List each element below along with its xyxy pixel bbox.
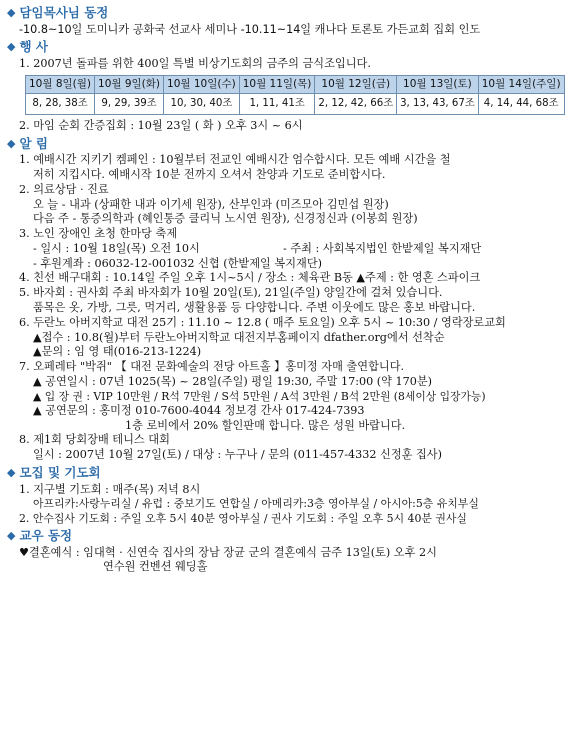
prayer-1-locations: 아프리카:사랑누리실 / 유럽 : 중보기도 연합실 / 아메리카:3층 영아부실 / 아시아:5층 유치부실 [33, 497, 479, 511]
table-header-cell: 10월 8일(월) [26, 75, 95, 94]
notice-2-next-week: 다음 주 - 통증의학과 (혜인통증 클리닉 노시연 원장), 신경정신과 (이봉희 원장) [33, 212, 418, 226]
notice-3-title: 3. 노인 장애인 초청 한마당 축제 [19, 227, 178, 241]
section-title: 모집 및 기도회 [19, 465, 101, 481]
wedding-line-2: 연수원 컨벤션 웨딩홀 [103, 560, 208, 574]
table-cell: 1, 11, 41조 [239, 94, 315, 114]
table-header-row [26, 75, 565, 94]
section-title: 행 사 [19, 39, 48, 55]
table-header-cell: 10월 14일(주일) [478, 75, 564, 94]
section-title: 교우 동정 [19, 528, 73, 544]
notice-3-host: - 주최 : 사회복지법인 한밭제일 복지재단 [283, 241, 482, 255]
prayer-1-title: 1. 지구별 기도회 : 매주(목) 저녁 8시 [19, 482, 201, 496]
diamond-bullet-icon: ◆ [7, 40, 16, 54]
notice-7-tickets: ▲ 입 장 권 : VIP 10만원 / R석 7만원 / S석 5만원 / A석 3만원 / B석 2만원 (8세이상 입장가능) [33, 389, 486, 403]
notice-4: 4. 친선 배구대회 : 10.14일 주일 오후 1시~5시 / 장소 : 체육관 B동 ▲주제 : 한 영혼 스파이크 [19, 271, 481, 285]
table-cell: 8, 28, 38조 [26, 94, 95, 114]
notice-7-inquiry: ▲ 공연문의 : 홍미정 010-7600-4044 정보경 간사 017-424-7393 [33, 403, 365, 417]
notice-6-contact: ▲문의 : 임 영 태(016-213-1224) [33, 345, 202, 359]
table-cell: 9, 29, 39조 [95, 94, 164, 114]
section-header-pastor [7, 5, 543, 22]
notice-6-line-1: 6. 두란노 아버지학교 대전 25기 : 11.10 ~ 12.8 ( 매주 토요일) 오후 5시 ~ 10:30 / 영락장로교회 [19, 315, 506, 329]
table-header-cell: 10월 13일(토) [397, 75, 479, 94]
section-header-members [7, 528, 543, 545]
notice-3-date: - 일시 : 10월 18일(목) 오전 10시 [33, 241, 200, 255]
table-row [26, 94, 565, 114]
notice-7-title: 7. 오페레타 "박쥐" 【 대전 문화예술의 전당 아트홀 】홍미정 자매 출연합니다. [19, 360, 405, 374]
section-header-notices [7, 136, 543, 153]
table-header-cell: 10월 10일(수) [164, 75, 240, 94]
notice-2-today: 오 늘 - 내과 (상패한 내과 이기세 원장), 산부인과 (미즈모아 김민섭 원장) [33, 197, 389, 211]
diamond-bullet-icon: ◆ [7, 136, 16, 150]
table-cell: 3, 13, 43, 67조 [397, 94, 479, 114]
notice-1-line-2: 저히 지킵시다. 예배시작 10분 전까지 오셔서 찬양과 기도로 준비합시다. [33, 167, 386, 181]
diamond-bullet-icon: ◆ [7, 529, 16, 543]
section-header-events [7, 39, 543, 56]
table-header-cell: 10월 11일(목) [239, 75, 315, 94]
section-title: 알 림 [19, 135, 48, 151]
notice-7-discount: 1층 로비에서 20% 할인판매 합니다. 많은 성원 바랍니다. [125, 418, 406, 432]
table-header-cell: 10월 12일(금) [315, 75, 397, 94]
notice-7-date: ▲ 공연일시 : 07년 1025(목) ~ 28일(주일) 평일 19:30, 주말 17:00 (약 170분) [33, 374, 433, 388]
section-header-prayer [7, 465, 543, 482]
notice-8-details: 일시 : 2007년 10월 27일(토) / 대상 : 누구나 / 문의 (011-457-4332 신정훈 집사) [33, 448, 442, 462]
notice-5-line-1: 5. 바자회 : 권사회 주최 바자회가 10월 20일(토), 21일(주일) 양일간에 걸쳐 있습니다. [19, 286, 443, 300]
pastor-schedule-line: -10.8~10일 도미니카 공화국 선교사 세미나 -10.11~14일 캐나다 토론토 가든교회 집회 인도 [19, 22, 481, 36]
event-item-1: 1. 2007년 돌파를 위한 400일 특별 비상기도회의 금주의 금식조입니다. [19, 56, 371, 70]
table-cell: 2, 12, 42, 66조 [315, 94, 397, 114]
diamond-bullet-icon: ◆ [7, 466, 16, 480]
wedding-line-1: ♥결혼예식 : 임대혁 · 신연숙 집사의 장남 장균 군의 결혼예식 금주 13일(토) 오후 2시 [19, 545, 437, 559]
notice-2-title: 2. 의료상담 · 진료 [19, 182, 109, 196]
notice-1-line-1: 1. 예배시간 지키기 켐페인 : 10월부터 전교인 예배시간 엄수합시다. 모든 예배 시간을 철 [19, 153, 451, 167]
notice-3-date-host [7, 242, 543, 257]
diamond-bullet-icon: ◆ [7, 5, 16, 19]
table-cell: 10, 30, 40조 [164, 94, 240, 114]
notice-6-registration: ▲접수 : 10.8(월)부터 두란노아버지학교 대전지부홈페이지 dfather.org에서 선착순 [33, 330, 445, 344]
notice-5-line-2: 품목은 옷, 가방, 그릇, 먹거리, 생활용품 등 다양합니다. 주변 이웃에도 많은 홍보 바랍니다. [33, 300, 476, 314]
section-title: 담임목사님 동정 [19, 5, 109, 20]
table-header-cell: 10월 9일(화) [95, 75, 164, 94]
prayer-2: 2. 안수집사 기도회 : 주일 오후 5시 40분 영아부실 / 권사 기도회 : 주일 오후 5시 40분 권사실 [19, 511, 467, 525]
fasting-schedule-table [25, 75, 565, 115]
notice-3-account: - 후원계좌 : 06032-12-001032 신협 (한밭제일 복지재단) [33, 256, 323, 270]
notice-8-title: 8. 제1회 당회장배 테니스 대회 [19, 433, 170, 447]
table-cell: 4, 14, 44, 68조 [478, 94, 564, 114]
event-item-2: 2. 마임 순회 간증집회 : 10월 23일 ( 화 ) 오후 3시 ~ 6시 [19, 118, 303, 132]
